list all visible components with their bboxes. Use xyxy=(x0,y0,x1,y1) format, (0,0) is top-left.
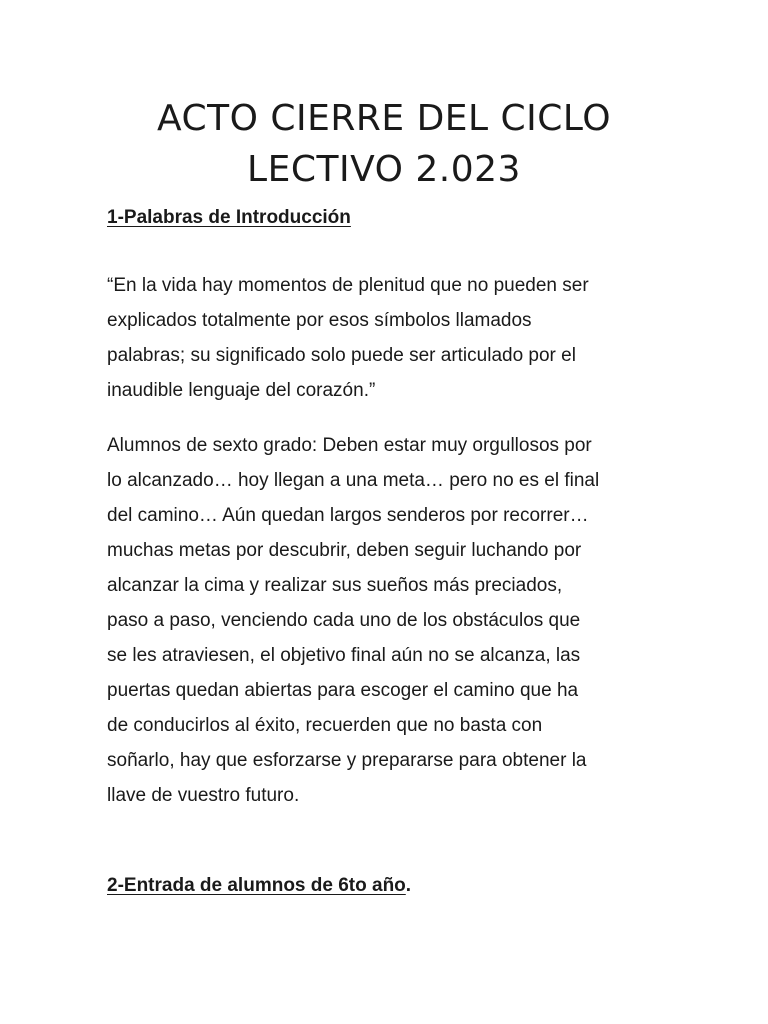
document-title-line-1: ACTO CIERRE DEL CICLO xyxy=(156,98,612,139)
paragraph-line: se les atraviesen, el objetivo final aún no se alcanza, las xyxy=(107,645,581,666)
section-heading-period: . xyxy=(405,875,412,896)
paragraph-line: muchas metas por descubrir, deben seguir luchando por xyxy=(107,540,582,561)
introduction-paragraph xyxy=(107,428,667,813)
quote-line: inaudible lenguaje del corazón.” xyxy=(107,380,376,401)
section-heading-introduction: 1-Palabras de Introducción xyxy=(107,207,351,228)
paragraph-line: Alumnos de sexto grado: Deben estar muy orgullosos por xyxy=(107,435,592,456)
paragraph-line: alcanzar la cima y realizar sus sueños más preciados, xyxy=(107,575,563,596)
paragraph-line: de conducirlos al éxito, recuerden que no basta con xyxy=(107,715,543,736)
paragraph-line: puertas quedan abiertas para escoger el camino que ha xyxy=(107,680,579,701)
paragraph-line: del camino… Aún quedan largos senderos por recorrer… xyxy=(107,505,589,526)
quote-line: explicados totalmente por esos símbolos llamados xyxy=(107,310,532,331)
paragraph-line: llave de vuestro futuro. xyxy=(107,785,300,806)
paragraph-line: paso a paso, venciendo cada uno de los obstáculos que xyxy=(107,610,581,631)
quote-line: “En la vida hay momentos de plenitud que no pueden ser xyxy=(107,275,589,296)
quote-line: palabras; su significado solo puede ser articulado por el xyxy=(107,345,576,366)
paragraph-line: lo alcanzado… hoy llegan a una meta… pero no es el final xyxy=(107,470,600,491)
paragraph-line: soñarlo, hay que esforzarse y prepararse para obtener la xyxy=(107,750,587,771)
introduction-quote xyxy=(107,268,667,408)
document-title-line-2: LECTIVO 2.023 xyxy=(247,149,521,190)
section-heading-student-entrance-text: 2-Entrada de alumnos de 6to año xyxy=(107,875,406,896)
section-heading-student-entrance xyxy=(107,874,411,898)
